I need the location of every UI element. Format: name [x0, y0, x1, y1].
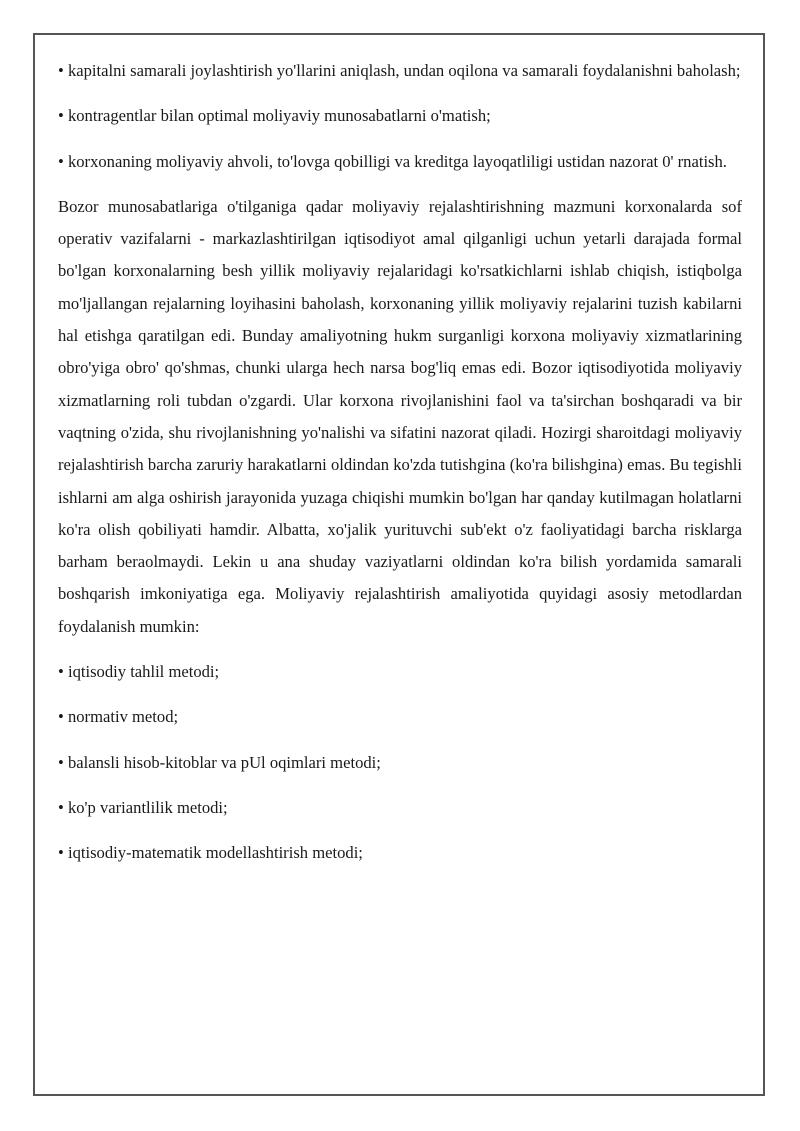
document-body	[58, 55, 742, 883]
list-item: • normativ metod;	[58, 707, 179, 727]
list-item: • kontragentlar bilan optimal moliyaviy munosabatlarni o'matish;	[58, 106, 491, 126]
list-item: • iqtisodiy-matematik modellashtirish metodi;	[58, 843, 363, 863]
list-item: • korxonaning moliyaviy ahvoli, to'lovga qobilligi va kreditga layoqatliligi ustidan nazorat 0' rnatish.	[58, 151, 727, 171]
list-item: • ko'p variantlilik metodi;	[58, 797, 228, 817]
list-item: • balansli hisob-kitoblar va pUl oqimlari metodi;	[58, 752, 381, 772]
list-item: • iqtisodiy tahlil metodi;	[58, 662, 220, 682]
list-item: • kapitalni samarali joylashtirish yo'llarini aniqlash, undan oqilona va samarali foydalanishni baholash;	[58, 61, 741, 80]
body-paragraph: Bozor munosabatlariga o'tilganiga qadar moliyaviy rejalashtirishning mazmuni korxonalarda sof operativ vazifalarni - markazlashtirilgan iqtisodiyot amal qilganligi uchun yetarli darajada formal bo'lgan korxonalarning besh yillik moliyaviy rejalaridagi ko'rsatkichlarni ishlab chiqish, istiqbolga mo'ljallangan rejalarning loyihasini baholash, korxonaning yillik moliyaviy rejalarini tuzish kabilarni hal etishga qaratilgan edi. Bunday amaliyotning hukm surganligi korxona moliyaviy xizmatlarining obro'yiga obro' qo'shmas, chunki ularga hech narsa bog'liq emas edi. Bozor iqtisodiyotida moliyaviy xizmatlarning roli tubdan o'zgardi. Ular korxona rivojlanishini faol va ta'sirchan boshqaradi va bir vaqtning o'zida, shu rivojlanishning yo'nalishi va sifatini nazorat qiladi. Hozirgi sharoitdagi moliyaviy rejalashtirish barcha zaruriy harakatlarni oldindan ko'zda tutishgina (ko'ra bilishgina) emas. Bu tegishli ishlarni am alga oshirish jarayonida yuzaga chiqishi mumkin bo'lgan har qanday kutilmagan holatlarni ko'ra olish qobiliyati hamdir. Albatta, xo'jalik yurituvchi sub'ekt o'z faoliyatidagi barcha risklarga barham beraolmaydi. Lekin u ana shuday vaziyatlarni oldindan ko'ra bilish yordamida samarali boshqarish imkoniyatiga ega. Moliyaviy rejalashtirish amaliyotida quyidagi asosiy metodlardan foydalanish mumkin:	[58, 196, 742, 636]
